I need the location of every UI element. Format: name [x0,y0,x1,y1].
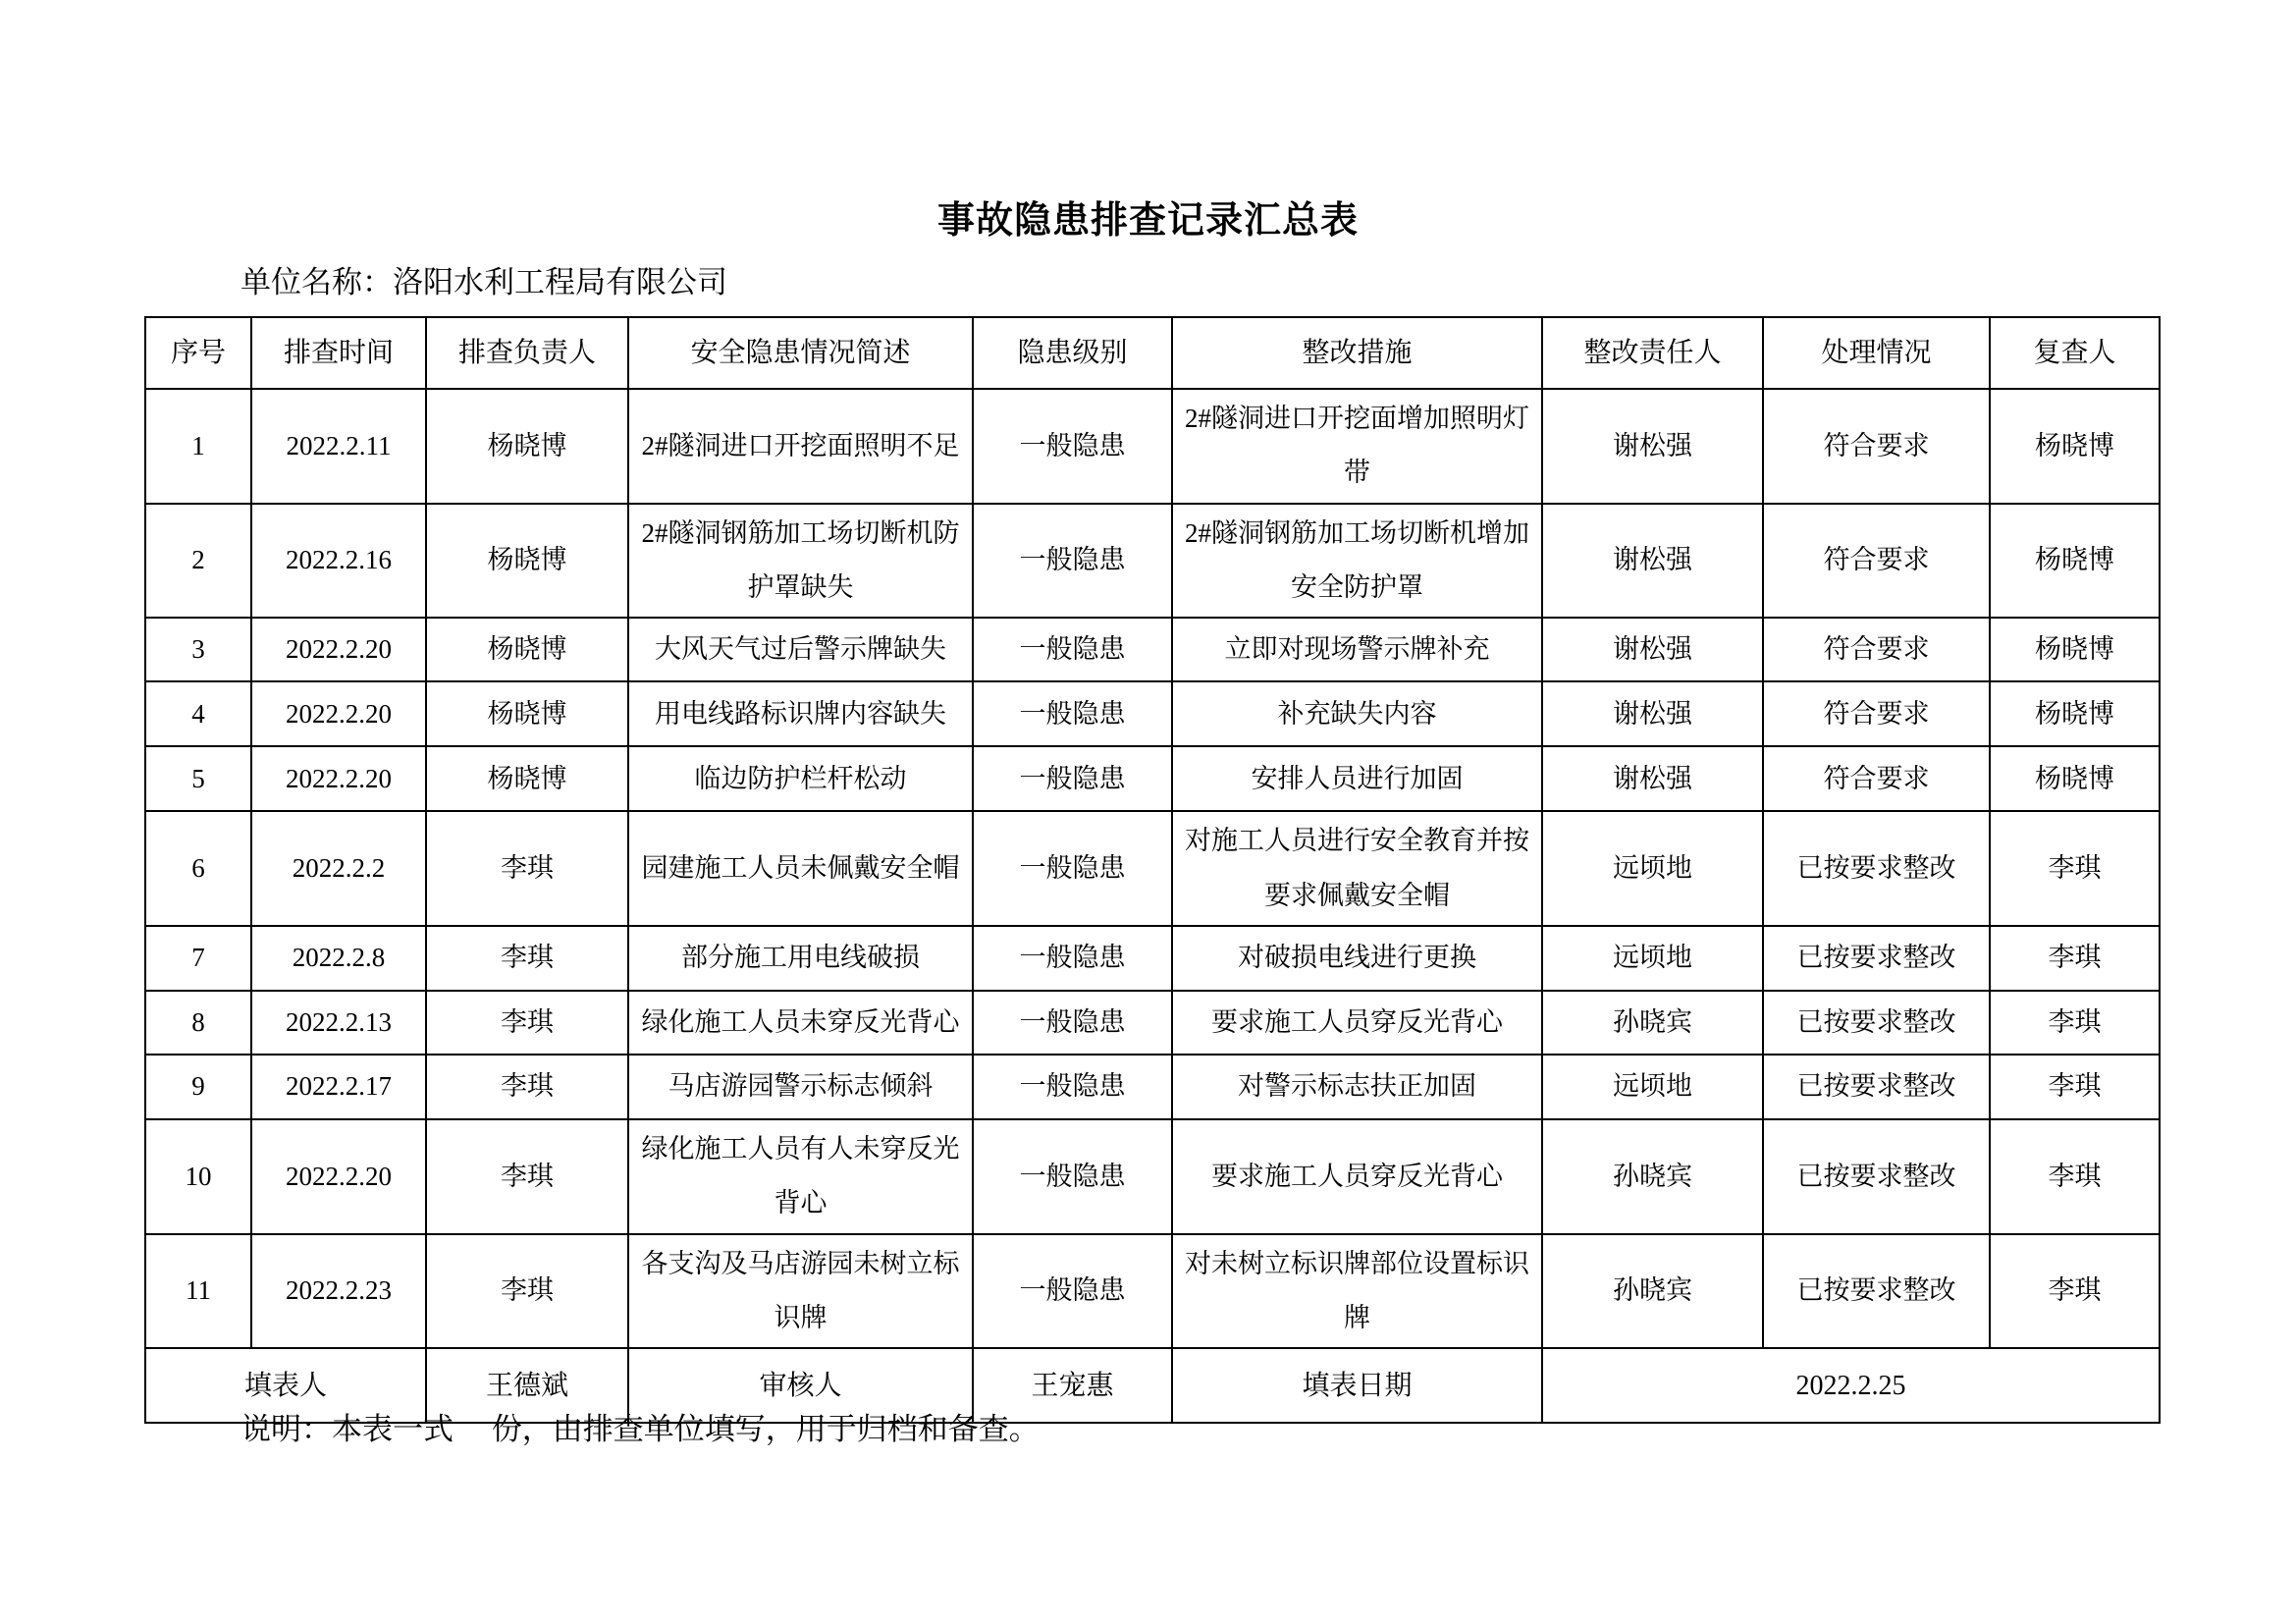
cell: 远顷地 [1542,811,1763,926]
column-header: 整改措施 [1172,317,1542,389]
cell: 符合要求 [1763,746,1990,811]
cell: 2022.2.11 [251,389,426,504]
cell: 补充缺失内容 [1172,681,1542,746]
cell: 马店游园警示标志倾斜 [628,1055,973,1119]
cell: 已按要求整改 [1763,811,1990,926]
cell: 2022.2.20 [251,746,426,811]
cell: 符合要求 [1763,618,1990,681]
cell: 一般隐患 [973,1119,1172,1234]
cell: 2022.2.20 [251,618,426,681]
cell: 杨晓博 [1990,681,2160,746]
cell: 远顷地 [1542,1055,1763,1119]
cell: 李琪 [1990,991,2160,1055]
cell: 2#隧洞钢筋加工场切断机增加安全防护罩 [1172,504,1542,619]
cell: 6 [145,811,251,926]
cell: 对破损电线进行更换 [1172,926,1542,991]
cell: 1 [145,389,251,504]
cell: 对未树立标识牌部位设置标识牌 [1172,1234,1542,1349]
cell: 5 [145,746,251,811]
unit-name-line: 单位名称：洛阳水利工程局有限公司 [240,265,727,299]
cell: 对施工人员进行安全教育并按要求佩戴安全帽 [1172,811,1542,926]
cell: 园建施工人员未佩戴安全帽 [628,811,973,926]
cell: 李琪 [426,1119,628,1234]
table-header-row [145,317,2160,389]
table-row [145,681,2160,746]
cell: 一般隐患 [973,389,1172,504]
cell: 已按要求整改 [1763,1119,1990,1234]
cell: 2022.2.16 [251,504,426,619]
cell: 一般隐患 [973,681,1172,746]
cell: 远顷地 [1542,926,1763,991]
table-row [145,618,2160,681]
cell: 一般隐患 [973,1055,1172,1119]
cell: 2#隧洞进口开挖面增加照明灯带 [1172,389,1542,504]
cell: 谢松强 [1542,389,1763,504]
cell: 李琪 [426,1055,628,1119]
column-header: 整改责任人 [1542,317,1763,389]
table-row [145,811,2160,926]
column-header: 处理情况 [1763,317,1990,389]
cell: 一般隐患 [973,926,1172,991]
filler-name-cell: 王德斌 [426,1348,628,1423]
column-header: 安全隐患情况简述 [628,317,973,389]
cell: 李琪 [426,1234,628,1349]
column-header: 隐患级别 [973,317,1172,389]
cell: 大风天气过后警示牌缺失 [628,618,973,681]
table-row [145,1055,2160,1119]
table-row [145,926,2160,991]
cell: 一般隐患 [973,1234,1172,1349]
cell: 一般隐患 [973,811,1172,926]
cell: 2#隧洞进口开挖面照明不足 [628,389,973,504]
cell: 2022.2.17 [251,1055,426,1119]
column-header: 复查人 [1990,317,2160,389]
cell: 杨晓博 [426,746,628,811]
table-row [145,991,2160,1055]
cell: 李琪 [1990,811,2160,926]
cell: 2022.2.13 [251,991,426,1055]
cell: 李琪 [1990,926,2160,991]
cell: 要求施工人员穿反光背心 [1172,991,1542,1055]
cell: 李琪 [426,811,628,926]
cell: 2022.2.20 [251,681,426,746]
cell: 一般隐患 [973,991,1172,1055]
cell: 符合要求 [1763,681,1990,746]
cell: 符合要求 [1763,504,1990,619]
cell: 一般隐患 [973,618,1172,681]
cell: 杨晓博 [426,681,628,746]
cell: 孙晓宾 [1542,1119,1763,1234]
cell: 杨晓博 [1990,504,2160,619]
table-body [145,389,2160,1348]
table-row [145,1234,2160,1349]
cell: 已按要求整改 [1763,1234,1990,1349]
cell: 谢松强 [1542,618,1763,681]
cell: 杨晓博 [426,504,628,619]
cell: 安排人员进行加固 [1172,746,1542,811]
table-row [145,389,2160,504]
cell: 11 [145,1234,251,1349]
cell: 2 [145,504,251,619]
cell: 2022.2.20 [251,1119,426,1234]
cell: 李琪 [1990,1234,2160,1349]
table-row [145,746,2160,811]
cell: 谢松强 [1542,504,1763,619]
cell: 谢松强 [1542,681,1763,746]
cell: 一般隐患 [973,504,1172,619]
cell: 2022.2.23 [251,1234,426,1349]
cell: 李琪 [1990,1055,2160,1119]
note-line: 说明：本表一式 份，由排查单位填写，用于归档和备查。 [240,1412,1040,1446]
cell: 杨晓博 [426,389,628,504]
cell: 10 [145,1119,251,1234]
column-header: 排查时间 [251,317,426,389]
cell: 2022.2.2 [251,811,426,926]
cell: 用电线路标识牌内容缺失 [628,681,973,746]
table-row [145,1119,2160,1234]
cell: 绿化施工人员未穿反光背心 [628,991,973,1055]
cell: 一般隐患 [973,746,1172,811]
cell: 杨晓博 [1990,389,2160,504]
reviewer-label-cell: 审核人 [628,1348,973,1423]
column-header: 排查负责人 [426,317,628,389]
cell: 杨晓博 [1990,618,2160,681]
cell: 4 [145,681,251,746]
cell: 孙晓宾 [1542,1234,1763,1349]
cell: 李琪 [426,926,628,991]
cell: 已按要求整改 [1763,1055,1990,1119]
cell: 杨晓博 [1990,746,2160,811]
cell: 各支沟及马店游园未树立标识牌 [628,1234,973,1349]
cell: 7 [145,926,251,991]
cell: 2#隧洞钢筋加工场切断机防护罩缺失 [628,504,973,619]
cell: 8 [145,991,251,1055]
cell: 9 [145,1055,251,1119]
page-title: 事故隐患排查记录汇总表 [936,200,1359,242]
cell: 临边防护栏杆松动 [628,746,973,811]
cell: 杨晓博 [426,618,628,681]
cell: 要求施工人员穿反光背心 [1172,1119,1542,1234]
cell: 李琪 [1990,1119,2160,1234]
cell: 已按要求整改 [1763,991,1990,1055]
reviewer-name-cell: 王宠惠 [973,1348,1172,1423]
table-row [145,504,2160,619]
cell: 已按要求整改 [1763,926,1990,991]
cell: 部分施工用电线破损 [628,926,973,991]
filler-label-cell: 填表人 [145,1348,426,1423]
date-label-cell: 填表日期 [1172,1348,1542,1423]
cell: 2022.2.8 [251,926,426,991]
cell: 3 [145,618,251,681]
hazard-summary-table [144,316,2161,1424]
cell: 对警示标志扶正加固 [1172,1055,1542,1119]
cell: 绿化施工人员有人未穿反光背心 [628,1119,973,1234]
cell: 李琪 [426,991,628,1055]
cell: 立即对现场警示牌补充 [1172,618,1542,681]
date-value-cell: 2022.2.25 [1542,1348,2160,1423]
cell: 谢松强 [1542,746,1763,811]
column-header: 序号 [145,317,251,389]
cell: 符合要求 [1763,389,1990,504]
cell: 孙晓宾 [1542,991,1763,1055]
